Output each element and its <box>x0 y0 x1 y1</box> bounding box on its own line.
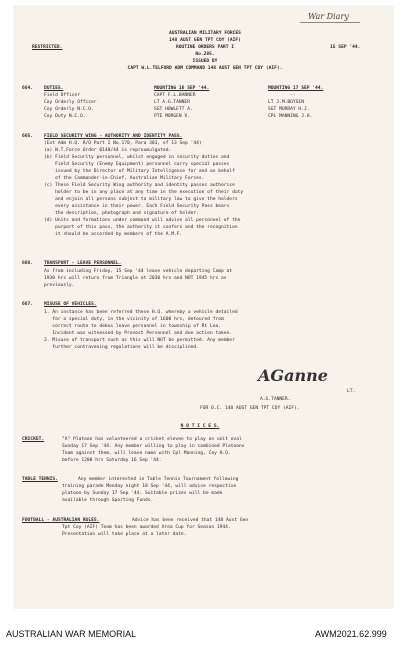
duties-d16: CAPT F.L.BANNER <box>154 93 196 98</box>
duties-d17: SGT MURRAY H.J. <box>268 107 310 112</box>
duties-role: Coy Orderly Officer <box>44 100 97 105</box>
notice-head-football: FOOTBALL - AUSTRALIAN RULES. <box>22 518 100 523</box>
order-date: 15 SEP '44. <box>330 45 361 50</box>
security-line: purport of this pass, the authority it confers and the recognition <box>44 225 238 230</box>
security-line: (c) These Field Security Wing authority and identity passes authorise <box>44 183 235 188</box>
para-number-666: 666. <box>22 261 34 266</box>
duties-role: Coy Orderly N.C.O. <box>44 107 94 112</box>
para-number-665: 665. <box>22 134 34 139</box>
notice-line: "A" Platoon has volunteered a cricket eleven to play on unit oval <box>62 437 242 442</box>
security-line: holder to be in any place at any time in the execution of their duty <box>44 190 244 195</box>
duties-d17: CPL MANNING J.H. <box>268 114 313 119</box>
notice-line: before 1200 hrs Saturday 16 Sep '44. <box>62 458 162 463</box>
notice-line: available through Sporting Funds. <box>62 498 154 503</box>
notice-line: platoon by Sunday 17 Sep '44. Suitable prizes will be made <box>62 491 223 496</box>
transport-line: 1930 hrs will return from Triangle at 2030 hrs and NOT 1945 hrs as <box>44 276 227 281</box>
header-line-6: CAPT W.L.TELFORD ADM COMMAND 148 AUST GEN TPT COY (AIF). <box>127 66 283 71</box>
duties-d16: LT A.G.TANNER <box>154 100 190 105</box>
vehicles-title: MISUSE OF VEHICLES. <box>44 302 97 307</box>
signature: AGanne <box>258 366 328 385</box>
footer-institution: AUSTRALIAN WAR MEMORIAL <box>6 629 137 639</box>
security-title: FIELD SECURITY WING - AUTHORITY AND IDENTITY PASS. <box>44 134 183 139</box>
header-line-1: AUSTRALIAN MILITARY FORCES <box>169 31 241 36</box>
security-line: of the Commander-in-Chief, Australian Military Forces. <box>44 176 205 181</box>
security-line: Field Security (Enemy Equipment) personnel carry special passes <box>44 162 230 167</box>
duties-title: DUTIES. <box>44 86 64 91</box>
vehicles-line: 1. An instance has been referred these H.Q. whereby a vehicle detailed <box>44 310 238 315</box>
transport-title: TRANSPORT - LEAVE PERSONNEL. <box>44 261 122 266</box>
notice-line: training parade Monday night 18 Sep '44, will advise respective <box>62 484 237 489</box>
signature-rank: LT. <box>347 389 356 394</box>
duties-col-head-17: MOUNTING 17 SEP '44. <box>268 86 324 91</box>
header-line-4: No.285. <box>195 52 215 57</box>
handwritten-note: War Diary <box>308 12 349 21</box>
para-number-667: 667. <box>22 302 34 307</box>
duties-col-head-16: MOUNTING 16 SEP '44. <box>154 86 210 91</box>
duties-role: Field Officer <box>44 93 80 98</box>
security-line: (b) Field Security personnel, whilst engaged in security duties and <box>44 155 230 160</box>
signature-name: A.G.TANNER. <box>260 397 291 402</box>
notice-line: Presentation will take place at a later date. <box>62 532 187 537</box>
security-line: the description, photograph and signature of holder. <box>44 211 199 216</box>
notice-line: Any member interested in Table Tennis Tournament following <box>78 477 239 482</box>
notice-head-cricket: CRICKET. <box>22 437 45 442</box>
security-line: every assistance in their power. Each Field Security Pass bears <box>44 204 230 209</box>
notice-line: Team against them, will leave name with Cpl Manning, Coy H.Q. <box>62 451 231 456</box>
transport-line: As from including Friday, 15 Sep '44 leave vehicle departing Camp at <box>44 269 233 274</box>
para-number-664: 664. <box>22 86 34 91</box>
security-line: (a) N.T.Force Order 0140/44 is reproumulgated. <box>44 148 172 153</box>
header-line-5: ISSUED BY <box>192 59 218 64</box>
vehicles-line: for a special duty, in the vicinity of 1600 hrs, detoured from <box>44 317 224 322</box>
vehicles-line: Incident was witnessed by Provost Personnel and due action taken. <box>44 331 233 336</box>
security-line: issued by the Director of Military Intelligence for and on behalf <box>44 169 235 174</box>
duties-d17: LT J.M.BOYSEN <box>268 100 304 105</box>
notice-line: Tpt Coy (AIF) Team has been awarded Area Cup for Season 1944. <box>62 525 231 530</box>
notice-line: Sunday 17 Sep '44. Any member willing to play in combined Platoons <box>62 444 245 449</box>
notice-head-table-tennis: TABLE TENNIS. <box>22 477 58 482</box>
security-line: and enjoin all persons subject to military law to give the holders <box>44 197 238 202</box>
security-line: (d) Units and formations under command will advise all personnel of the <box>44 218 241 223</box>
footer-accession-number: AWM2021.62.999 <box>315 629 387 639</box>
signature-for-line: FOR O.C. 148 AUST GEN TPT COY (AIF). <box>200 406 300 411</box>
transport-line: previously. <box>44 283 75 288</box>
duties-role: Coy Duty N.C.O. <box>44 114 86 119</box>
classification: RESTRICTED. <box>32 45 63 50</box>
header-line-3: ROUTINE ORDERS PART I <box>175 45 235 50</box>
security-line: (Ext Adm H.Q. R/O Part I No.170, Para 383, of 13 Sep '44) <box>44 141 202 146</box>
duties-d16: PTE MORGEN V. <box>154 114 190 119</box>
header-line-2: 148 AUST GEN TPT COY (AIF) <box>169 38 241 43</box>
note-underline <box>300 22 360 23</box>
vehicles-line: correct route to debus leave personnel in township of Rt Lea. <box>44 324 222 329</box>
notices-title: N O T I C E S. <box>180 424 220 429</box>
vehicles-line: 2. Misuse of transport such as this will NOT be permitted. Any member <box>44 338 235 343</box>
duties-d16: SGT HOWLETT A. <box>154 107 193 112</box>
notice-line: Advice has been received that 148 Aust Gen <box>132 518 249 523</box>
duties-d17: -- <box>290 93 296 98</box>
security-line: it should be accorded by members of the A.M.F. <box>44 232 183 237</box>
vehicles-line: further contravening regulations will be disciplined. <box>44 345 199 350</box>
